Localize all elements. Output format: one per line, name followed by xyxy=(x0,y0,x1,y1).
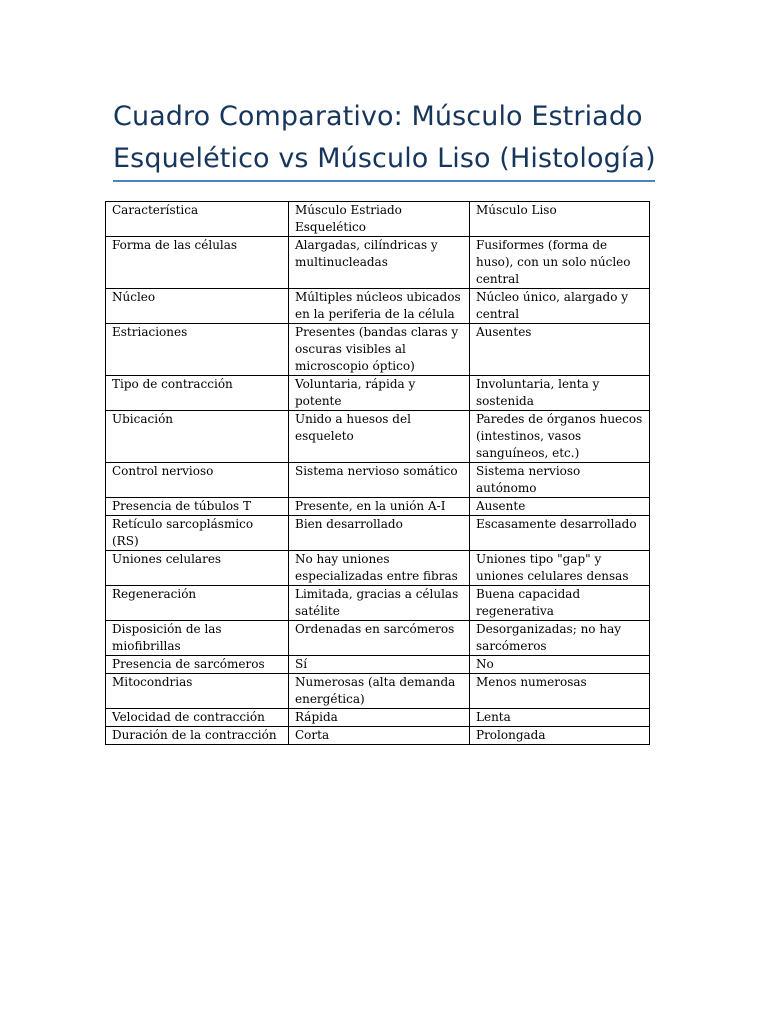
table-cell-skeletal: Corta xyxy=(289,727,470,745)
table-cell-feature: Núcleo xyxy=(106,289,289,324)
table-cell-skeletal: Sistema nervioso somático xyxy=(289,463,470,498)
table-cell-smooth: Escasamente desarrollado xyxy=(470,516,650,551)
document-title: Cuadro Comparativo: Músculo Estriado Esquelético vs Músculo Liso (Histología) xyxy=(113,101,656,174)
table-row xyxy=(106,586,650,621)
header-cell-caracteristica: Característica xyxy=(106,202,289,237)
table-cell-smooth: Paredes de órganos huecos (intestinos, vasos sanguíneos, etc.) xyxy=(470,411,650,463)
table-cell-feature: Uniones celulares xyxy=(106,551,289,586)
title-underline-rule xyxy=(113,180,655,182)
comparison-table xyxy=(105,201,650,745)
table-row xyxy=(106,516,650,551)
table-row xyxy=(106,621,650,656)
table-cell-skeletal: No hay uniones especializadas entre fibras xyxy=(289,551,470,586)
table-cell-smooth: Núcleo único, alargado y central xyxy=(470,289,650,324)
table-cell-skeletal: Múltiples núcleos ubicados en la periferia de la célula xyxy=(289,289,470,324)
table-row xyxy=(106,498,650,516)
table-cell-feature: Ubicación xyxy=(106,411,289,463)
table-row xyxy=(106,551,650,586)
table-cell-skeletal: Sí xyxy=(289,656,470,674)
table-cell-feature: Regeneración xyxy=(106,586,289,621)
table-cell-feature: Presencia de sarcómeros xyxy=(106,656,289,674)
table-cell-smooth: Buena capacidad regenerativa xyxy=(470,586,650,621)
table-cell-smooth: Lenta xyxy=(470,709,650,727)
table-cell-skeletal: Presente, en la unión A-I xyxy=(289,498,470,516)
table-cell-skeletal: Rápida xyxy=(289,709,470,727)
table-cell-skeletal: Bien desarrollado xyxy=(289,516,470,551)
table-cell-skeletal: Limitada, gracias a células satélite xyxy=(289,586,470,621)
table-row xyxy=(106,709,650,727)
table-row xyxy=(106,289,650,324)
header-cell-musculo-estriado: Músculo Estriado Esquelético xyxy=(289,202,470,237)
table-row xyxy=(106,376,650,411)
table-cell-smooth: Uniones tipo "gap" y uniones celulares densas xyxy=(470,551,650,586)
table-cell-smooth: Involuntaria, lenta y sostenida xyxy=(470,376,650,411)
table-cell-feature: Retículo sarcoplásmico (RS) xyxy=(106,516,289,551)
table-cell-skeletal: Alargadas, cilíndricas y multinucleadas xyxy=(289,237,470,289)
table-cell-feature: Disposición de las miofibrillas xyxy=(106,621,289,656)
table-cell-skeletal: Ordenadas en sarcómeros xyxy=(289,621,470,656)
table-cell-skeletal: Presentes (bandas claras y oscuras visibles al microscopio óptico) xyxy=(289,324,470,376)
table-cell-feature: Presencia de túbulos T xyxy=(106,498,289,516)
table-cell-smooth: Sistema nervioso autónomo xyxy=(470,463,650,498)
table-row xyxy=(106,237,650,289)
table-cell-smooth: Fusiformes (forma de huso), con un solo núcleo central xyxy=(470,237,650,289)
table-cell-smooth: No xyxy=(470,656,650,674)
table-cell-feature: Tipo de contracción xyxy=(106,376,289,411)
table-cell-smooth: Ausente xyxy=(470,498,650,516)
header-cell-musculo-liso: Músculo Liso xyxy=(470,202,650,237)
table-cell-skeletal: Voluntaria, rápida y potente xyxy=(289,376,470,411)
table-row xyxy=(106,727,650,745)
table-row xyxy=(106,463,650,498)
table-cell-feature: Control nervioso xyxy=(106,463,289,498)
table-row xyxy=(106,324,650,376)
table-cell-feature: Velocidad de contracción xyxy=(106,709,289,727)
table-cell-smooth: Menos numerosas xyxy=(470,674,650,709)
table-row xyxy=(106,656,650,674)
table-row xyxy=(106,411,650,463)
table-cell-smooth: Desorganizadas; no hay sarcómeros xyxy=(470,621,650,656)
table-cell-feature: Mitocondrias xyxy=(106,674,289,709)
table-cell-feature: Duración de la contracción xyxy=(106,727,289,745)
table-cell-smooth: Ausentes xyxy=(470,324,650,376)
table-cell-skeletal: Numerosas (alta demanda energética) xyxy=(289,674,470,709)
table-cell-skeletal: Unido a huesos del esqueleto xyxy=(289,411,470,463)
table-header-row xyxy=(106,202,650,237)
table-cell-smooth: Prolongada xyxy=(470,727,650,745)
table-row xyxy=(106,674,650,709)
table-cell-feature: Forma de las células xyxy=(106,237,289,289)
table-cell-feature: Estriaciones xyxy=(106,324,289,376)
